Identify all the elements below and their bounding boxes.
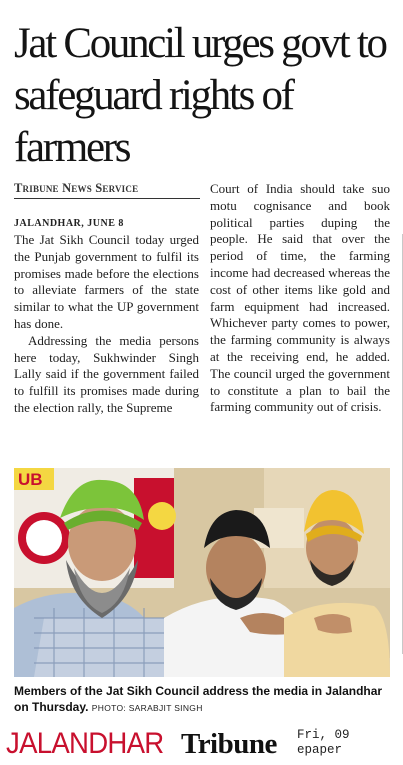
article-dateline: JALANDHAR, JUNE 8	[14, 218, 124, 229]
paragraph-2-start: Addressing the media persons here today, Sukhwinder Singh Lally said if the government failed to fulfill its promises made during the election rally, the Supreme	[14, 332, 199, 415]
photo-credit: PHOTO: SARABJIT SINGH	[91, 702, 203, 713]
article-byline: Tribune News Service	[14, 181, 139, 195]
byline-divider	[14, 198, 200, 199]
paragraph-1: The Jat Sikh Council today urged the Punjab government to fulfil its promises made before the elections to alleviate farmers of the state similar to what the UP government has done.	[14, 232, 199, 331]
paragraph-2-continued: Court of India should take suo motu cognisance and book political parties duping the people. He said that over the period of time, the farming income had decreased whereas the cost of other items like gold and farm equipment had increased. Whichever party comes to power, the farming community is always at the receiving end, he added. The council urged the government to constitute a plan to bail the farming community out of crisis.	[210, 181, 390, 415]
article-column-2	[210, 181, 390, 416]
epaper-meta	[297, 728, 350, 758]
banner-text: UB	[18, 470, 43, 489]
epaper-date: Fri, 09	[297, 728, 350, 742]
photo-caption	[14, 684, 394, 716]
news-photo	[14, 468, 390, 677]
photo-caption-text: Members of the Jat Sikh Council address the media in Jalandhar on Thursday.	[14, 684, 383, 714]
article-headline: Jat Council urges govt to safeguard rights of farmers	[14, 20, 386, 171]
newspaper-logo: Tribune	[181, 728, 277, 760]
article-column-1	[14, 232, 199, 417]
epaper-label: epaper	[297, 743, 343, 757]
edition-name: JALANDHAR	[6, 727, 164, 760]
